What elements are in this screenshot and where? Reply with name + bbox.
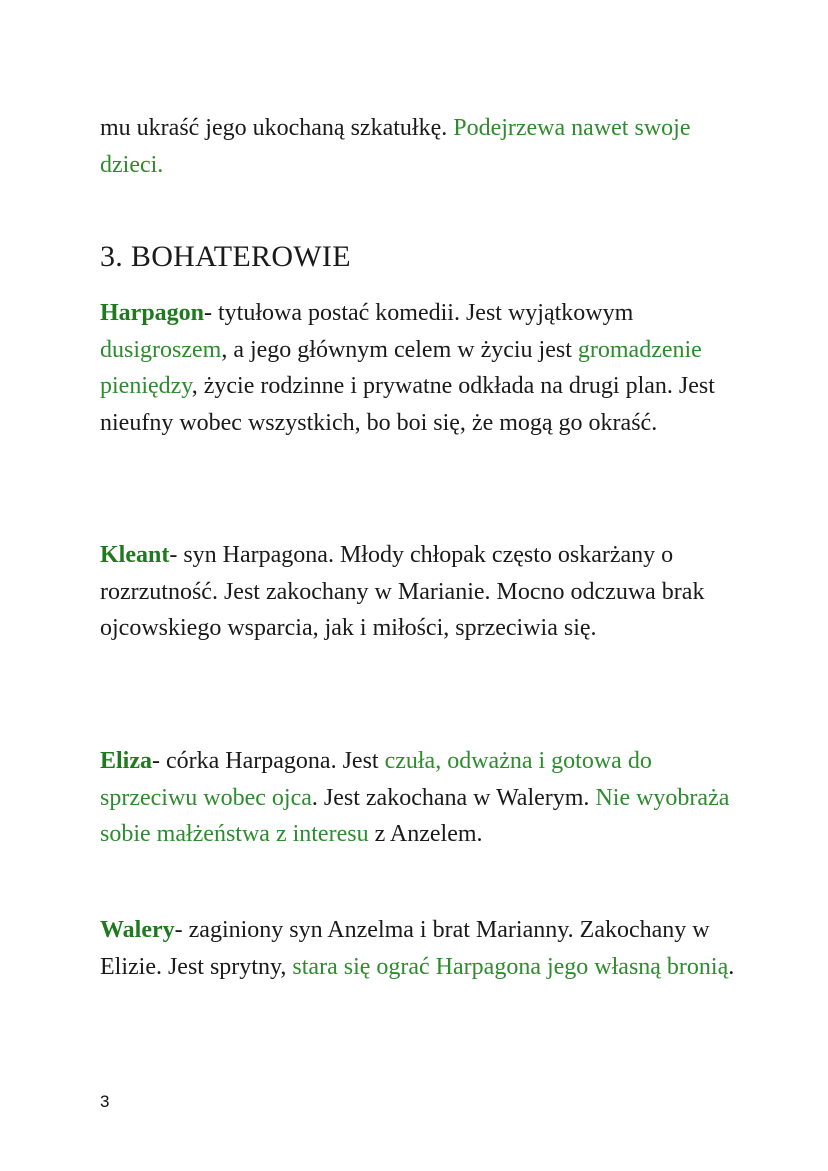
character-eliza [100, 743, 740, 853]
character-walery [100, 912, 740, 985]
character-harpagon [100, 295, 740, 441]
highlight-text: dusigroszem [100, 336, 222, 363]
page-number: 3 [100, 1092, 110, 1111]
character-name: Walery [100, 917, 175, 943]
highlight-text: gromadzenie pieniędzy [100, 336, 702, 399]
description-text: - córka Harpagona. Jest [152, 748, 385, 774]
description-text: z Anzelem. [368, 821, 483, 847]
highlight-text: czuła, odważna i gotowa do sprzeciwu wobec ojca [100, 748, 652, 811]
description-text: - tytułowa postać komedii. Jest wyjątkowym [204, 300, 634, 326]
character-name: Eliza [100, 748, 152, 774]
intro-text: mu ukraść jego ukochaną szkatułkę. [100, 115, 454, 141]
description-text: . Jest zakochana w Walerym. [311, 784, 596, 811]
highlight-text: Nie wyobraża sobie małżeństwa z interesu [100, 784, 730, 847]
intro-highlight: Podejrzewa nawet swoje dzieci. [100, 115, 691, 178]
character-kleant [100, 537, 740, 647]
description-text: , życie rodzinne i prywatne odkłada na drugi plan. Jest nieufny wobec wszystkich, bo boi się, że mogą go okraść. [100, 373, 715, 436]
intro-paragraph [100, 110, 740, 183]
description-text: . [728, 953, 735, 980]
description-text: , a jego głównym celem w życiu jest [221, 336, 578, 363]
section-heading: 3. BOHATEROWIE [100, 240, 351, 273]
character-name: Kleant [100, 542, 170, 568]
description-text: - syn Harpagona. Młody chłopak często oskarżany o rozrzutność. Jest zakochany w Marianie. Mocno odczuwa brak ojcowskiego wsparcia, jak i miłości, sprzeciwia się. [100, 542, 705, 641]
character-name: Harpagon [100, 300, 205, 326]
description-text: - zaginiony syn Anzelma i brat Marianny. Zakochany w Elizie. Jest sprytny, [100, 917, 710, 980]
highlight-text: stara się ograć Harpagona jego własną bronią [292, 953, 729, 980]
